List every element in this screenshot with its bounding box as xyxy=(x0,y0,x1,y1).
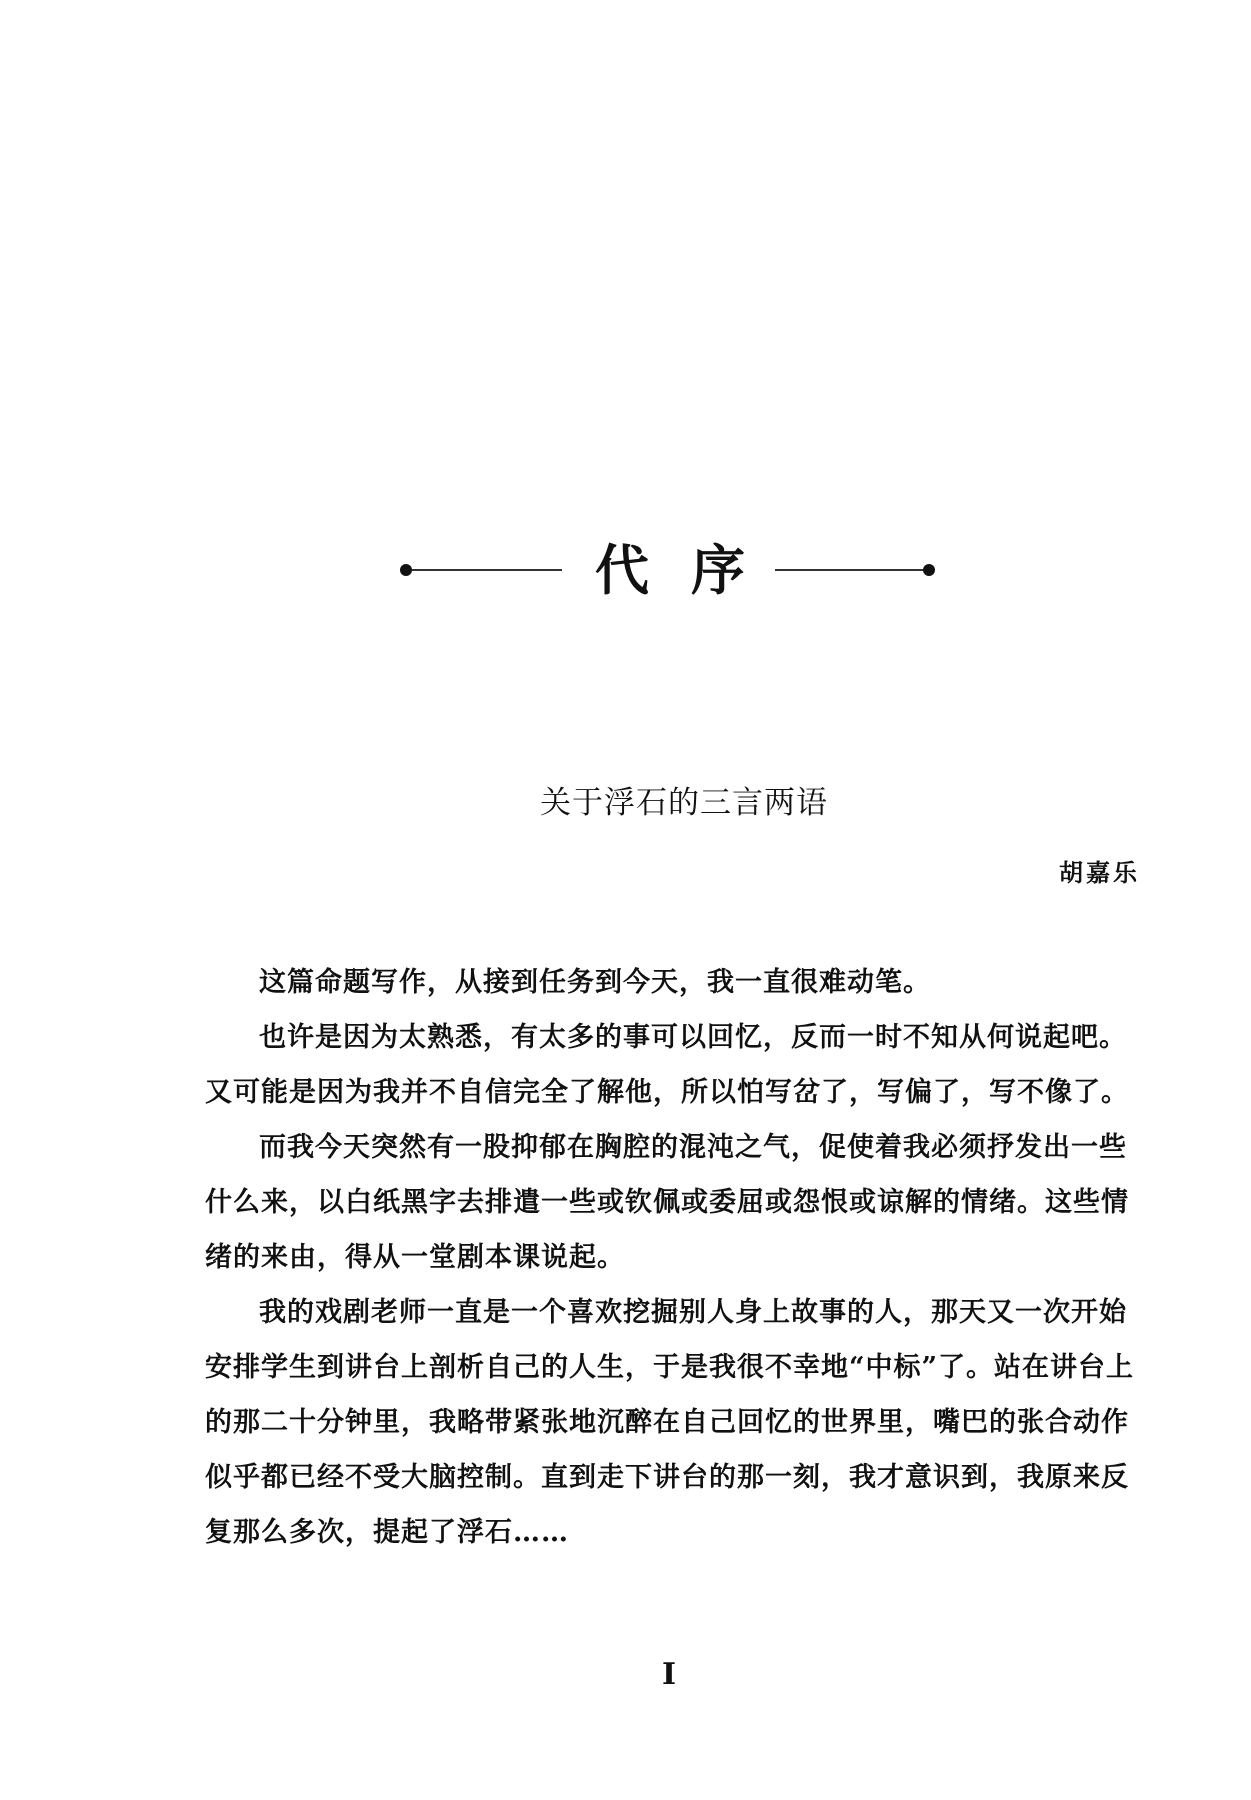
paragraph: 这篇命题写作，从接到任务到今天，我一直很难动笔。 xyxy=(259,967,931,998)
paragraph: 也许是因为太熟悉，有太多的事可以回忆，反而一时不知从何说起吧。又可能是因为我并不自信完全了解他，所以怕写岔了，写偏了，写不像了。 xyxy=(205,1022,1129,1108)
ornament-rule-right xyxy=(775,569,925,571)
chapter-title-char-2: 序 xyxy=(691,538,745,602)
chapter-title xyxy=(575,530,765,610)
body-text xyxy=(205,955,1135,1560)
paragraph: 我的戏剧老师一直是一个喜欢挖掘别人身上故事的人，那天又一次开始安排学生到讲台上剖析自己的人生，于是我很不幸地“中标”了。站在讲台上的那二十分钟里，我略带紧张地沉醉在自己回忆的世界里，嘴巴的张合动作似乎都已经不受大脑控制。直到走下讲台的那一刻，我才意识到，我原来反复那么多次，提起了浮石…… xyxy=(205,1297,1135,1548)
chapter-title-char-1: 代 xyxy=(595,538,649,602)
ornament-dot-left xyxy=(400,564,412,576)
essay-title: 关于浮石的三言两语 xyxy=(540,785,828,821)
page-number: I xyxy=(661,1657,677,1692)
author-name: 胡嘉乐 xyxy=(1059,858,1140,887)
chapter-heading xyxy=(400,530,940,610)
paragraph: 而我今天突然有一股抑郁在胸腔的混沌之气，促使着我必须抒发出一些什么来，以白纸黑字去排遣一些或钦佩或委屈或怨恨或谅解的情绪。这些情绪的来由，得从一堂剧本课说起。 xyxy=(205,1132,1129,1273)
ornament-rule-left xyxy=(412,569,562,571)
ornament-dot-right xyxy=(923,564,935,576)
